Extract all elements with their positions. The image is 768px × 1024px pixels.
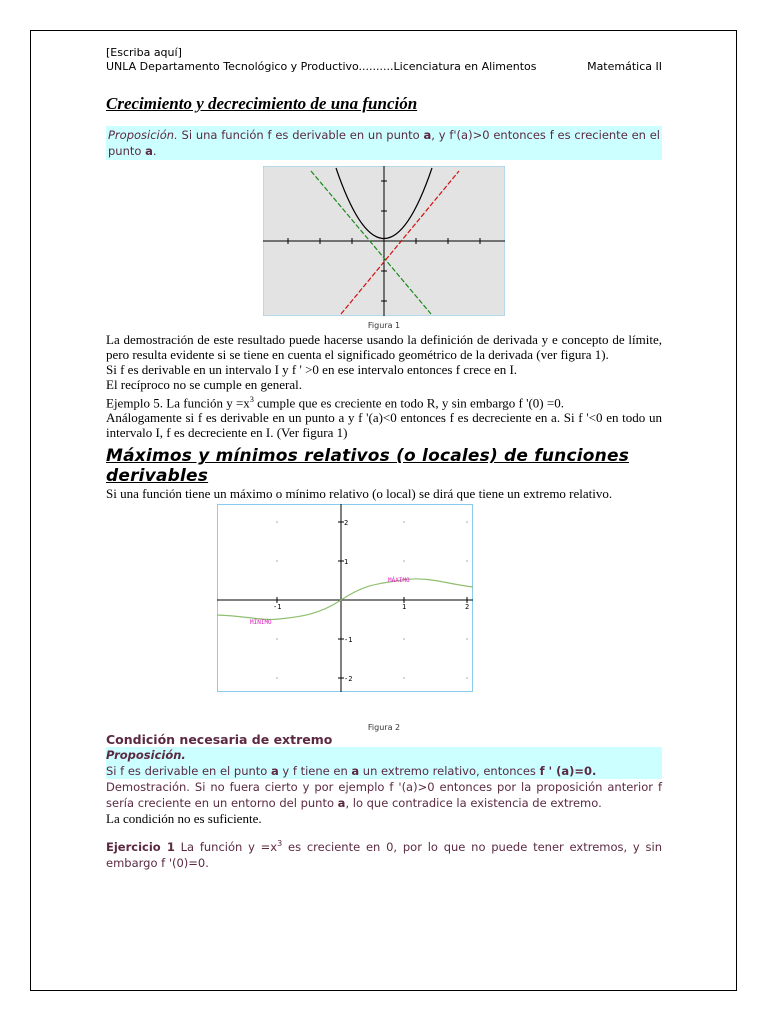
paragraph-decreasing: Análogamente si f es derivable en un punto a y f '(a)<0 entonces f es decreciente en a. Si f '<0 en todo un intervalo I, f es decreciente en I. (Ver figura 1) — [106, 410, 662, 441]
figure-1 — [263, 166, 505, 330]
section-title-growth: Crecimiento y decrecimiento de una función — [106, 94, 418, 113]
exercise-label: Ejercicio 1 — [106, 840, 175, 855]
paragraph-interval: Si f es derivable en un intervalo I y f ' >0 en ese intervalo entonces f crece en I. — [106, 362, 518, 377]
header-institution: UNLA Departamento Tecnológico y Productivo..........Licenciatura en Alimentos — [106, 60, 537, 73]
paragraph-proof — [106, 779, 662, 811]
section-title-extrema: Máximos y mínimos relativos (o locales) de funciones derivables — [106, 446, 630, 487]
proposition-growth — [106, 126, 662, 160]
example-5-text: Ejemplo 5. La función y =x — [106, 395, 250, 411]
tick-y-1: 1 — [344, 558, 349, 567]
paragraph-reciprocal: El recíproco no se cumple en general. — [106, 377, 302, 392]
point-a: a — [423, 128, 432, 142]
figure-2-caption: Figura 2 — [367, 723, 401, 733]
tick-y-neg1: -1 — [344, 636, 353, 645]
header-course: Matemática II — [587, 60, 662, 73]
paragraph-demonstration: La demostración de este resultado puede hacerse usando la definición de derivada y e concepto de límite, pero resulta evidente si se tiene en cuenta el significado geométrico de la derivada (ver figura 1). — [106, 332, 662, 362]
figure-1-graph — [263, 166, 505, 316]
proposition-label-2: Proposición. — [106, 747, 662, 763]
proposition-text: un extremo relativo, entonces — [359, 764, 540, 779]
label-minimo: MÍNIMO — [250, 619, 272, 627]
document-content — [106, 46, 662, 871]
tick-y-neg2: -2 — [344, 675, 353, 684]
proposition-text: , y f'(a)>0 entonces f es creciente en el punto — [108, 128, 660, 158]
tick-y-2: 2 — [344, 519, 349, 528]
page-header — [106, 46, 662, 74]
proposition-label: Proposición. — [108, 128, 178, 142]
section-title-condition: Condición necesaria de extremo — [106, 732, 333, 748]
proof-text: , lo que contradice la existencia de extremo. — [345, 796, 602, 811]
example-5-text: cumple que es creciente en todo R, y sin embargo f '(0) =0. — [253, 395, 564, 411]
exercise-1 — [106, 836, 662, 871]
header-placeholder: [Escriba aquí] — [106, 46, 182, 59]
figure-2-graph — [217, 504, 473, 692]
proposition-text: Si f es derivable en el punto — [106, 764, 271, 779]
point-a: a — [351, 764, 360, 779]
tick-x-2: 2 — [465, 603, 470, 612]
exercise-text: es creciente en 0, por lo que no puede tener extremos, y sin embargo f '(0)=0. — [106, 840, 662, 871]
tick-x-1: 1 — [402, 603, 407, 612]
exponent: 3 — [249, 395, 254, 404]
proof-text: Demostración. Si no fuera cierto y por ejemplo f '(a)>0 entonces por la proposición anterior f sería creciente en un entorno del punto — [106, 780, 662, 811]
paragraph-example-5 — [106, 392, 662, 410]
exercise-text: La función y =x — [174, 840, 278, 855]
proposition-text: . — [152, 144, 157, 158]
figure-1-caption: Figura 1 — [367, 321, 401, 330]
figure-2 — [217, 504, 473, 697]
paragraph-extrema-intro: Si una función tiene un máximo o mínimo relativo (o local) se dirá que tiene un extremo relativo. — [106, 486, 613, 502]
tick-x-neg1: -1 — [273, 603, 282, 612]
proposition-text: Si una función f es derivable en un punto — [177, 128, 424, 142]
proposition-necessary — [106, 763, 662, 779]
label-maximo: MÁXIMO — [388, 577, 410, 585]
proposition-result: f ' (a)=0. — [539, 764, 597, 779]
paragraph-not-sufficient: La condición no es suficiente. — [106, 811, 262, 827]
point-a: a — [337, 796, 346, 811]
point-a: a — [270, 764, 279, 779]
proposition-text: y f tiene en — [278, 764, 352, 779]
exponent: 3 — [277, 839, 283, 849]
point-a: a — [145, 144, 153, 158]
